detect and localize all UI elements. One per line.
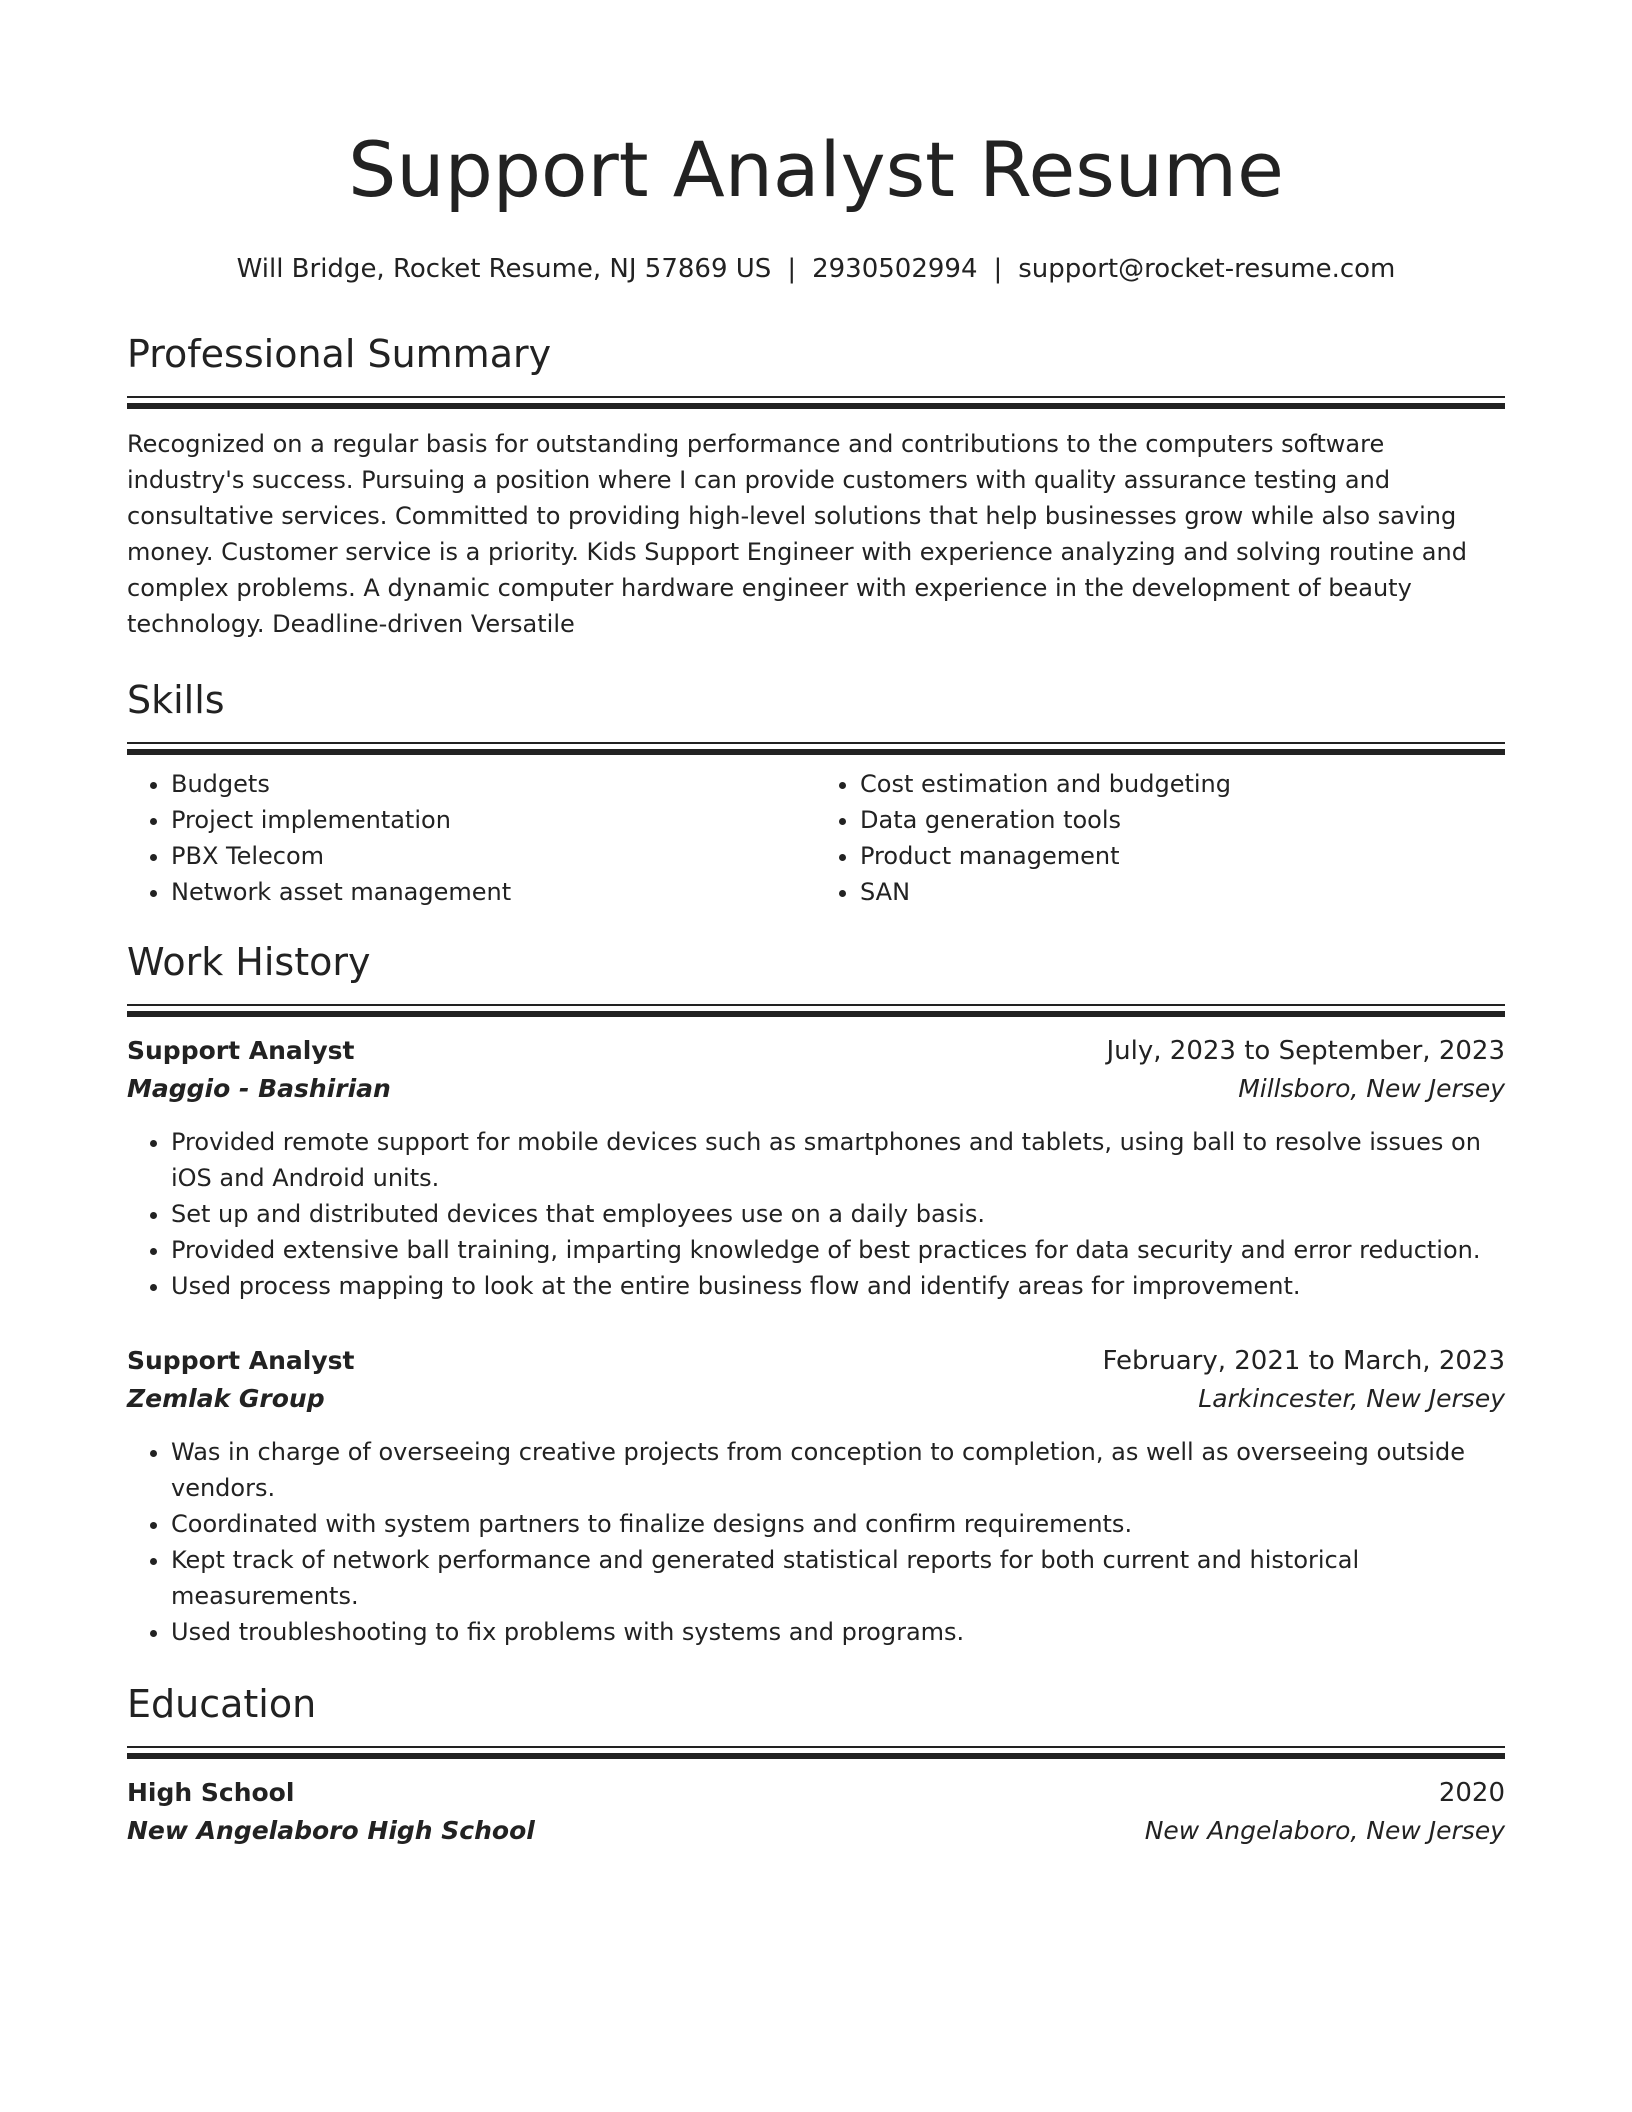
job-bullet: • Set up and distributed devices that employees use on a daily basis.	[171, 1196, 1505, 1232]
job-header-row	[127, 1032, 1505, 1070]
skill-item: • Data generation tools	[860, 802, 1505, 838]
contact-separator: |	[787, 254, 797, 284]
skill-item: • Project implementation	[171, 802, 816, 838]
skills-list	[127, 766, 1505, 910]
education-header-row	[127, 1774, 1505, 1812]
job-bullet: • Was in charge of overseeing creative projects from conception to completion, as well as overseeing outside vendors.	[171, 1434, 1505, 1506]
education-year: 2020	[1438, 1778, 1505, 1808]
job-title: Support Analyst	[127, 1346, 355, 1375]
education-section	[127, 1680, 1505, 1850]
skills-section	[127, 676, 1505, 910]
resume-title: Support Analyst Resume	[348, 125, 1284, 214]
job-location: Millsboro, New Jersey	[1238, 1074, 1505, 1103]
skill-item: • Network asset management	[171, 874, 816, 910]
job-title: Support Analyst	[127, 1036, 355, 1065]
job-entry	[127, 1342, 1505, 1650]
section-heading-work-history: Work History	[127, 940, 371, 984]
section-divider	[127, 1004, 1505, 1014]
contact-line	[127, 252, 1505, 286]
job-company: Maggio - Bashirian	[127, 1074, 391, 1103]
job-bullet: • Provided extensive ball training, imparting knowledge of best practices for data security and error reduction.	[171, 1232, 1505, 1268]
job-dates: February, 2021 to March, 2023	[1102, 1346, 1505, 1376]
job-bullet: • Used troubleshooting to fix problems with systems and programs.	[171, 1614, 1505, 1650]
section-heading-summary: Professional Summary	[127, 332, 552, 376]
education-school: New Angelaboro High School	[127, 1816, 535, 1845]
education-entry	[127, 1774, 1505, 1850]
job-entry	[127, 1032, 1505, 1304]
job-company: Zemlak Group	[127, 1384, 325, 1413]
job-company-row	[127, 1070, 1505, 1108]
job-bullet: • Used process mapping to look at the entire business flow and identify areas for improvement.	[171, 1268, 1505, 1304]
skill-item: • SAN	[860, 874, 1505, 910]
education-school-row	[127, 1812, 1505, 1850]
skills-column-left	[127, 766, 816, 910]
job-bullet: • Kept track of network performance and generated statistical reports for both current and historical measurements.	[171, 1542, 1505, 1614]
work-history-section	[127, 938, 1505, 1650]
contact-email: support@rocket-resume.com	[1018, 254, 1396, 284]
education-degree: High School	[127, 1778, 295, 1807]
section-divider	[127, 742, 1505, 752]
section-heading-education: Education	[127, 1682, 317, 1726]
education-location: New Angelaboro, New Jersey	[1144, 1816, 1505, 1845]
skill-item: • Cost estimation and budgeting	[860, 766, 1505, 802]
job-location: Larkincester, New Jersey	[1198, 1384, 1505, 1413]
summary-section	[127, 330, 1505, 642]
summary-text: Recognized on a regular basis for outstanding performance and contributions to the computers software industry's success. Pursuing a position where I can provide customers with quality assurance testing and consultative services. Committed to providing high-level solutions that help businesses grow while also saving money. Customer service is a priority. Kids Support Engineer with experience analyzing and solving routine and complex problems. A dynamic computer hardware engineer with experience in the development of beauty technology. Deadline-driven Versatile	[127, 430, 1467, 638]
section-heading-skills: Skills	[127, 678, 225, 722]
skills-column-right	[816, 766, 1505, 910]
job-bullets	[127, 1434, 1505, 1650]
job-bullets	[127, 1124, 1505, 1304]
job-dates: July, 2023 to September, 2023	[1106, 1036, 1505, 1066]
contact-address: Will Bridge, Rocket Resume, NJ 57869 US	[236, 254, 772, 284]
job-bullet: • Coordinated with system partners to finalize designs and confirm requirements.	[171, 1506, 1505, 1542]
contact-phone: 2930502994	[812, 254, 978, 284]
skill-item: • Budgets	[171, 766, 816, 802]
skill-item: • Product management	[860, 838, 1505, 874]
skill-item: • PBX Telecom	[171, 838, 816, 874]
section-divider	[127, 1746, 1505, 1756]
job-company-row	[127, 1380, 1505, 1418]
section-divider	[127, 396, 1505, 406]
job-header-row	[127, 1342, 1505, 1380]
contact-separator: |	[993, 254, 1003, 284]
job-bullet: • Provided remote support for mobile devices such as smartphones and tablets, using ball to resolve issues on iOS and Android units.	[171, 1124, 1505, 1196]
